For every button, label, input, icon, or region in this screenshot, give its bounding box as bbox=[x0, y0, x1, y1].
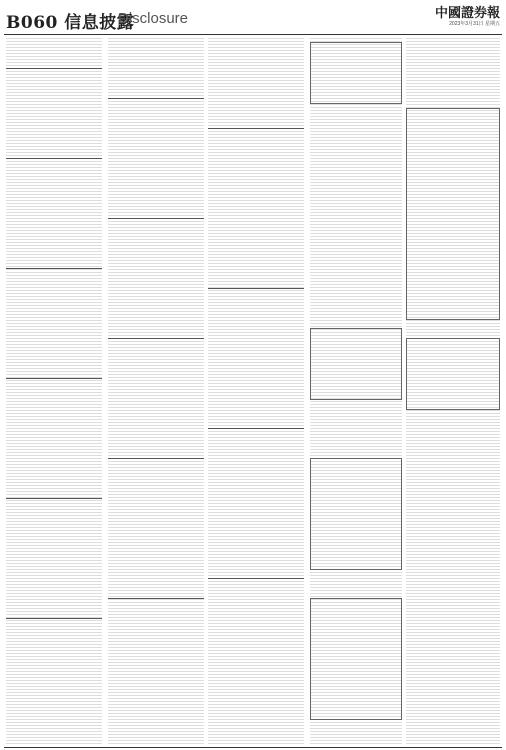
section-divider bbox=[208, 578, 304, 579]
section-divider bbox=[108, 338, 204, 339]
body-text-lines bbox=[208, 38, 304, 744]
section-divider bbox=[108, 218, 204, 219]
text-column-5 bbox=[406, 38, 500, 744]
newspaper-logo: 中國證券報 bbox=[434, 6, 500, 21]
data-table bbox=[406, 338, 500, 410]
section-divider bbox=[108, 98, 204, 99]
section-divider bbox=[208, 428, 304, 429]
section-divider bbox=[6, 498, 102, 499]
footer-rule bbox=[4, 747, 502, 748]
text-column-1 bbox=[6, 38, 102, 744]
page-title bbox=[6, 8, 134, 33]
data-table bbox=[310, 458, 402, 570]
page-number: B060 bbox=[6, 13, 58, 33]
data-table bbox=[310, 598, 402, 720]
section-divider bbox=[6, 68, 102, 69]
text-column-2 bbox=[108, 38, 204, 744]
section-title-cn: 信息披露 bbox=[64, 13, 135, 33]
body-text-lines bbox=[108, 38, 204, 744]
header-rule bbox=[4, 34, 502, 35]
text-column-4 bbox=[310, 38, 402, 744]
section-divider bbox=[6, 378, 102, 379]
masthead bbox=[0, 0, 506, 33]
body-text-lines bbox=[6, 38, 102, 744]
section-divider bbox=[208, 128, 304, 129]
data-table bbox=[310, 42, 402, 104]
section-divider bbox=[108, 598, 204, 599]
data-table bbox=[406, 108, 500, 320]
section-divider bbox=[6, 268, 102, 269]
data-table bbox=[310, 328, 402, 400]
section-title-en: Disclosure bbox=[118, 10, 189, 27]
issue-date: 2023年3月31日 星期五 bbox=[449, 21, 500, 27]
section-divider bbox=[6, 618, 102, 619]
text-column-3 bbox=[208, 38, 304, 744]
section-divider bbox=[108, 458, 204, 459]
section-divider bbox=[208, 288, 304, 289]
section-divider bbox=[6, 158, 102, 159]
